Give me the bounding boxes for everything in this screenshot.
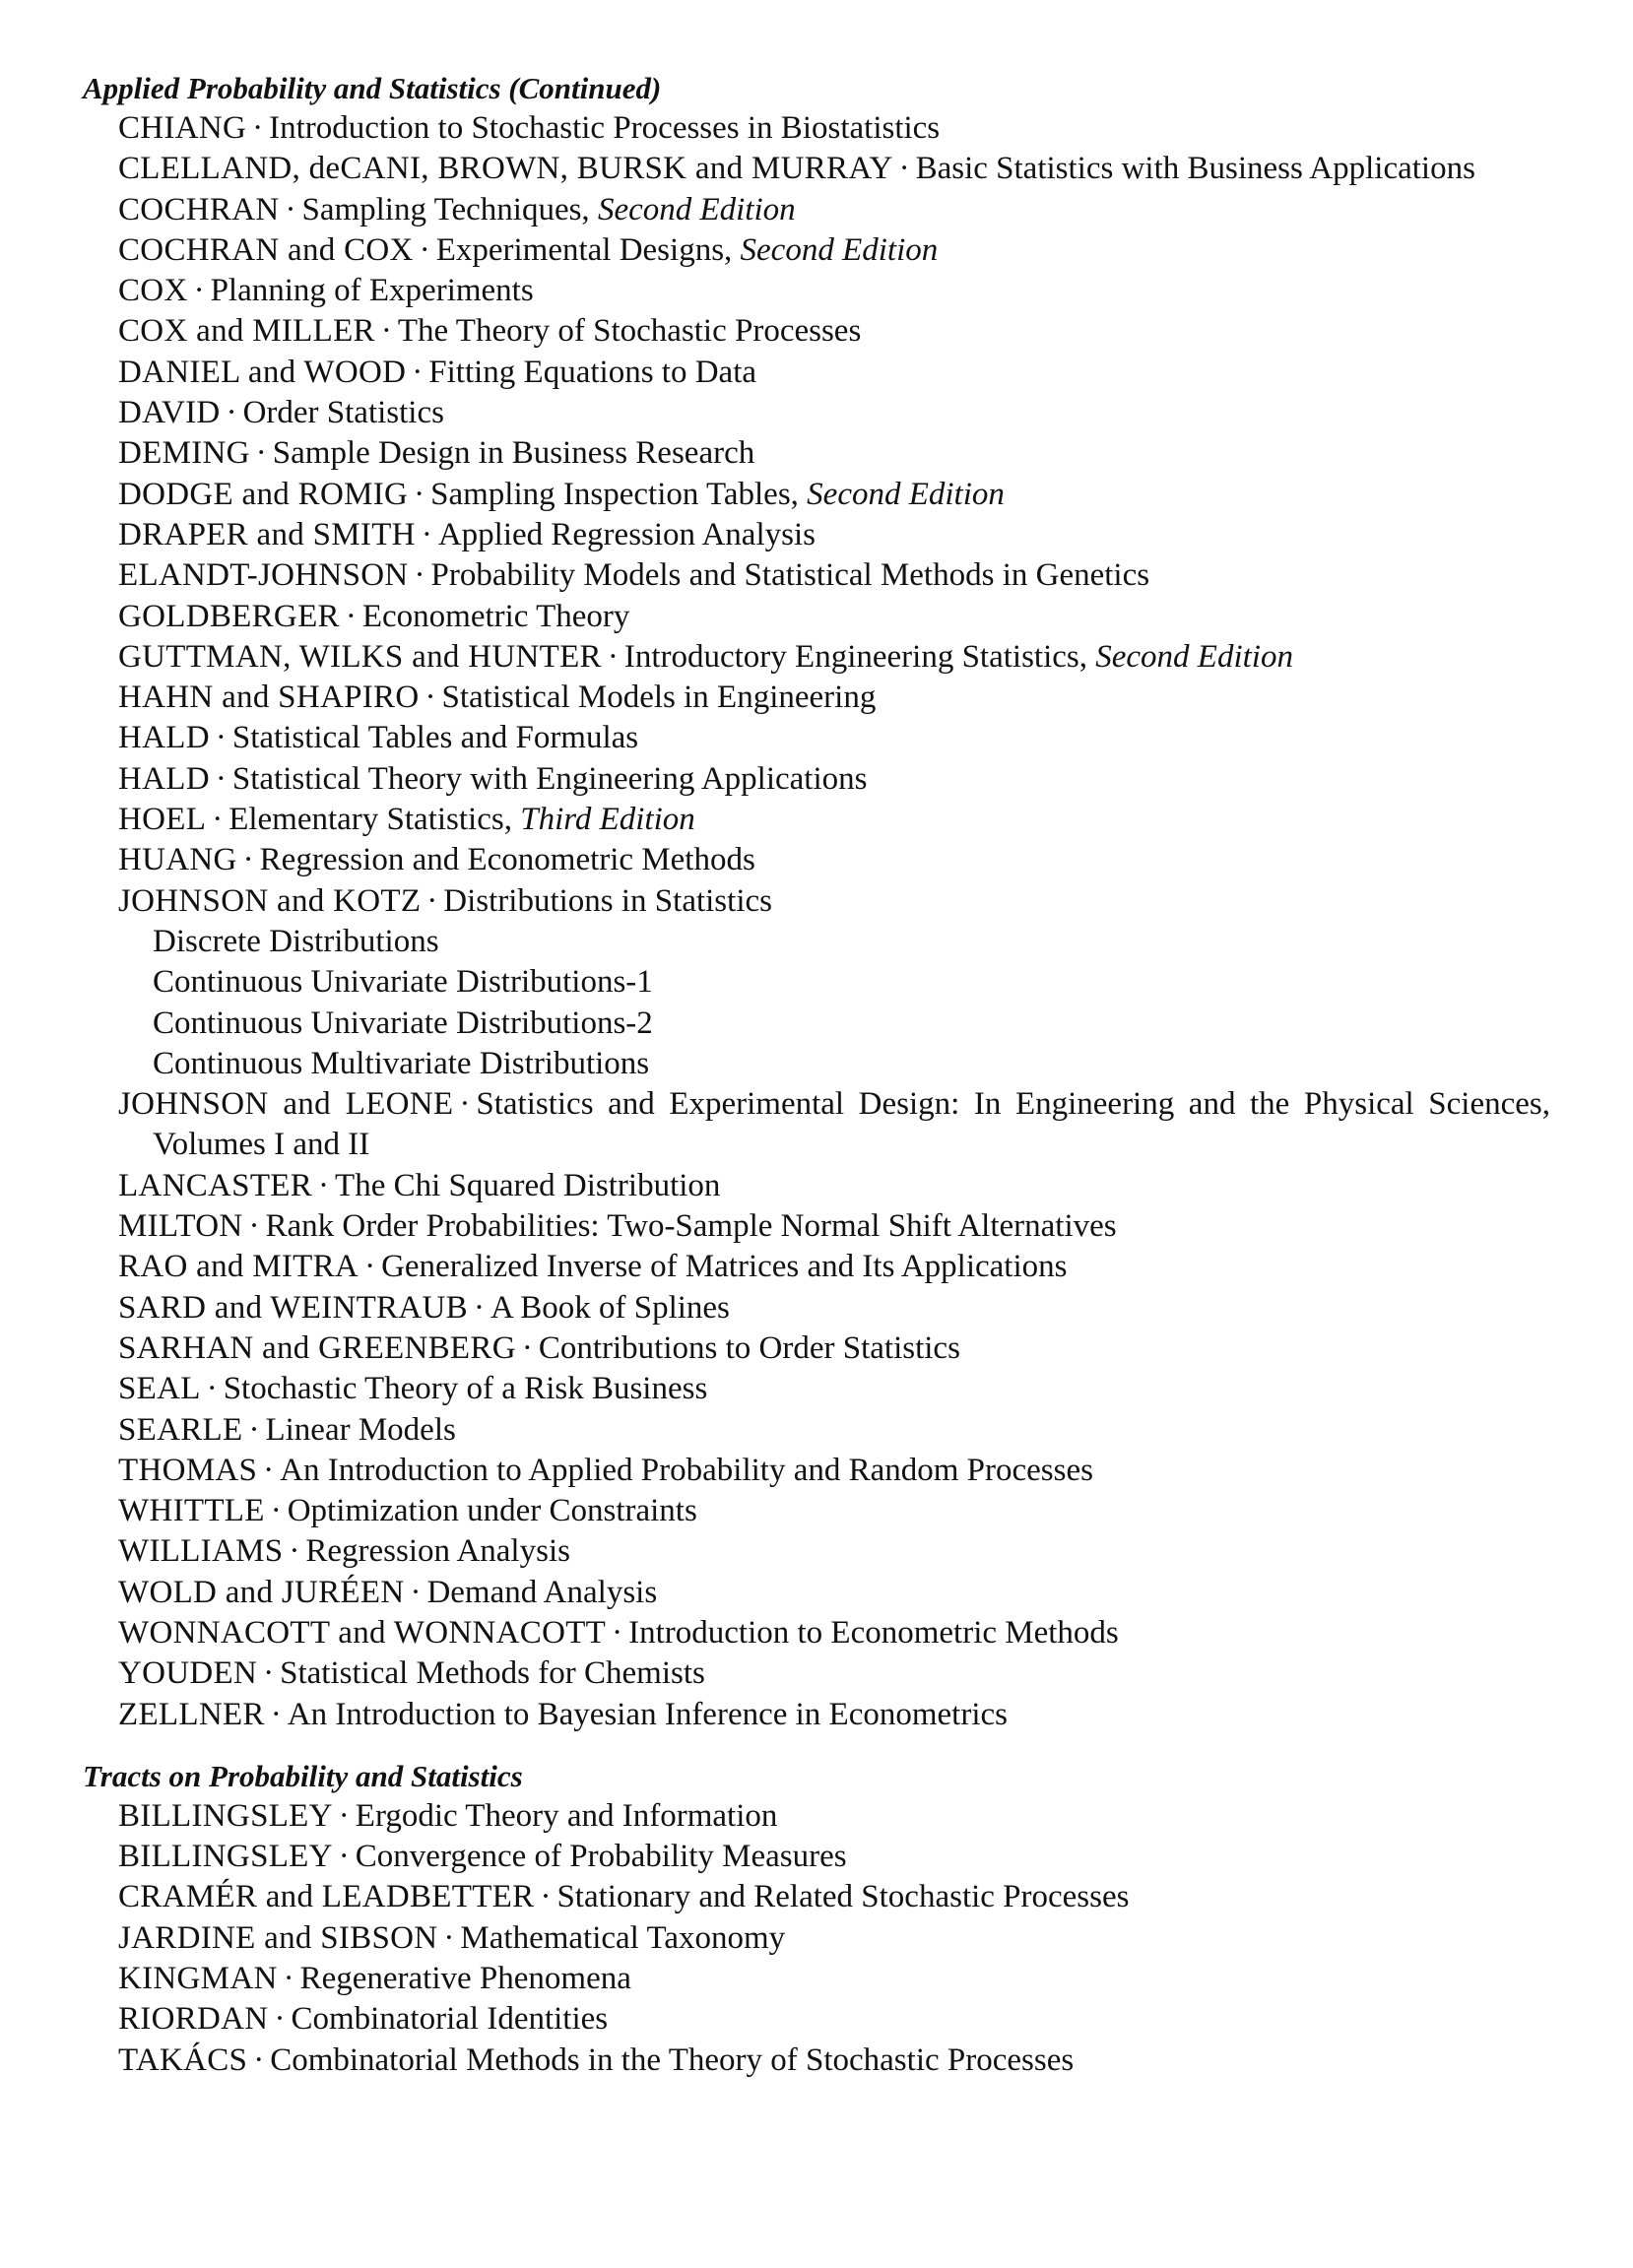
author-title-separator: · xyxy=(443,1919,455,1956)
book-entry xyxy=(83,311,1550,352)
book-author: COX and MILLER xyxy=(118,313,375,350)
book-title: Sampling Techniques, xyxy=(301,191,590,227)
author-title-separator: · xyxy=(421,516,432,552)
book-title: Order Statistics xyxy=(242,395,444,431)
author-title-separator: · xyxy=(459,1086,471,1123)
book-edition: Third Edition xyxy=(520,802,695,838)
book-entry xyxy=(83,271,1550,311)
book-author: ZELLNER xyxy=(118,1696,265,1732)
book-title: Statistical Theory with Engineering Applications xyxy=(231,760,868,797)
book-author: SARD and WEINTRAUB xyxy=(118,1289,468,1326)
book-entry xyxy=(83,1410,1550,1451)
book-entry xyxy=(83,1837,1550,1877)
book-entry xyxy=(83,1084,1550,1166)
book-edition: Second Edition xyxy=(597,191,796,227)
author-title-separator: · xyxy=(412,354,424,390)
book-entry xyxy=(83,230,1550,271)
volume-entry: Continuous Multivariate Distributions xyxy=(153,1045,650,1081)
book-title: Combinatorial Methods in the Theory of Stochastic Processes xyxy=(270,2041,1075,2078)
book-entry xyxy=(83,1999,1550,2040)
book-entry xyxy=(83,840,1550,880)
author-title-separator: · xyxy=(425,680,436,716)
author-title-separator: · xyxy=(206,1371,218,1407)
book-entry xyxy=(83,678,1550,718)
book-author: JARDINE and SIBSON xyxy=(118,1919,438,1956)
author-title-separator: · xyxy=(521,1329,533,1366)
book-author: HAHN and SHAPIRO xyxy=(118,680,420,716)
book-author: GUTTMAN, WILKS and HUNTER xyxy=(118,638,602,675)
book-entry xyxy=(83,393,1550,433)
book-entry xyxy=(83,149,1550,189)
book-title: Applied Regression Analysis xyxy=(437,516,816,552)
book-entry xyxy=(83,2041,1550,2081)
book-author: HALD xyxy=(118,720,210,756)
book-entry xyxy=(83,1653,1550,1694)
author-title-separator: · xyxy=(263,1452,275,1488)
book-author: WILLIAMS xyxy=(118,1533,284,1570)
book-entry xyxy=(83,1288,1550,1328)
book-author: JOHNSON and LEONE xyxy=(118,1086,454,1123)
book-entry xyxy=(83,1369,1550,1409)
book-entry xyxy=(83,1328,1550,1369)
book-title: Stationary and Related Stochastic Processes xyxy=(556,1879,1130,1915)
book-title: Optimization under Constraints xyxy=(287,1493,697,1529)
book-title: Statistical Methods for Chemists xyxy=(280,1655,705,1692)
volume-entry: Continuous Univariate Distributions-2 xyxy=(153,1004,653,1041)
book-author: HUANG xyxy=(118,842,237,878)
book-author: YOUDEN xyxy=(118,1655,258,1692)
book-author: CHIANG xyxy=(118,110,247,146)
book-entry xyxy=(83,881,1550,922)
book-entry xyxy=(83,108,1550,149)
author-title-separator: · xyxy=(540,1879,552,1915)
author-title-separator: · xyxy=(426,882,438,919)
book-author: KINGMAN xyxy=(118,1961,278,1997)
book-title: Regression and Econometric Methods xyxy=(259,842,755,878)
book-author: JOHNSON and KOTZ xyxy=(118,882,422,919)
book-edition: Second Edition xyxy=(740,231,939,268)
book-author: RAO and MITRA xyxy=(118,1249,359,1285)
book-title: Combinatorial Identities xyxy=(291,2001,609,2038)
book-entry xyxy=(83,1451,1550,1491)
author-title-separator: · xyxy=(414,476,425,512)
book-entry xyxy=(83,1613,1550,1653)
author-title-separator: · xyxy=(263,1655,275,1692)
author-title-separator: · xyxy=(380,313,392,350)
author-title-separator: · xyxy=(193,273,205,309)
book-entry xyxy=(83,1877,1550,1917)
book-title: Distributions in Statistics xyxy=(443,882,772,919)
author-title-separator: · xyxy=(270,1493,282,1529)
book-title: Sample Design in Business Research xyxy=(272,435,755,472)
volume-entry: Continuous Univariate Distributions-1 xyxy=(153,964,653,1001)
book-author: DODGE and ROMIG xyxy=(118,476,409,512)
author-title-separator: · xyxy=(410,1574,422,1610)
author-title-separator: · xyxy=(215,760,227,797)
book-title: Statistics and Experimental Design: In Engineering and the Physical Sciences, Volumes I and II xyxy=(153,1086,1550,1163)
book-title: Fitting Equations to Data xyxy=(428,354,757,390)
author-title-separator: · xyxy=(253,2041,265,2078)
book-title: Regression Analysis xyxy=(305,1533,570,1570)
author-title-separator: · xyxy=(242,842,254,878)
book-entry xyxy=(83,353,1550,393)
book-author: THOMAS xyxy=(118,1452,258,1488)
author-title-separator: · xyxy=(612,1614,623,1651)
book-author: COX xyxy=(118,273,188,309)
author-title-separator: · xyxy=(270,1696,282,1732)
book-author: SEARLE xyxy=(118,1411,243,1448)
author-title-separator: · xyxy=(212,802,224,838)
book-title: A Book of Splines xyxy=(490,1289,730,1326)
book-title: Experimental Designs, xyxy=(435,231,733,268)
book-entry xyxy=(83,718,1550,758)
volume-entry: Discrete Distributions xyxy=(153,923,439,959)
author-title-separator: · xyxy=(318,1167,330,1203)
book-entry xyxy=(83,1206,1550,1247)
book-title: An Introduction to Applied Probability and Random Processes xyxy=(280,1452,1093,1488)
book-title: Probability Models and Statistical Methods in Genetics xyxy=(430,557,1150,594)
book-title: Sampling Inspection Tables, xyxy=(430,476,799,512)
book-entry xyxy=(83,1918,1550,1959)
book-entry xyxy=(83,1166,1550,1206)
book-author: DEMING xyxy=(118,435,250,472)
book-entry xyxy=(83,433,1550,474)
author-title-separator: · xyxy=(248,1208,260,1245)
book-entry xyxy=(83,1959,1550,1999)
author-title-separator: · xyxy=(226,395,237,431)
book-author: LANCASTER xyxy=(118,1167,313,1203)
book-title: Contributions to Order Statistics xyxy=(538,1329,960,1366)
book-entry xyxy=(83,759,1550,800)
author-title-separator: · xyxy=(419,231,430,268)
book-entry xyxy=(83,515,1550,555)
book-author: MILTON xyxy=(118,1208,243,1245)
book-author: COCHRAN xyxy=(118,191,280,227)
book-entry xyxy=(83,190,1550,230)
section-heading-applied: Applied Probability and Statistics (Continued) xyxy=(83,71,662,105)
book-entry xyxy=(83,1695,1550,1735)
book-title: Elementary Statistics, xyxy=(229,802,512,838)
book-title: Regenerative Phenomena xyxy=(299,1961,631,1997)
book-title: Demand Analysis xyxy=(426,1574,658,1610)
book-author: CRAMÉR and LEADBETTER xyxy=(118,1879,535,1915)
book-author: SEAL xyxy=(118,1371,201,1407)
book-entry xyxy=(83,1573,1550,1613)
book-title: The Chi Squared Distribution xyxy=(335,1167,721,1203)
book-edition: Second Edition xyxy=(1095,638,1293,675)
book-title: Stochastic Theory of a Risk Business xyxy=(223,1371,708,1407)
applied-entry-list-continued xyxy=(83,1084,1550,1735)
book-author: HOEL xyxy=(118,802,207,838)
book-title: Introduction to Stochastic Processes in Biostatistics xyxy=(269,110,941,146)
book-author: WHITTLE xyxy=(118,1493,265,1529)
book-entry xyxy=(83,800,1550,840)
author-title-separator: · xyxy=(285,191,296,227)
johnson-kotz-volume-list xyxy=(83,922,1550,1084)
book-author: DRAPER and SMITH xyxy=(118,516,416,552)
book-title: Introductory Engineering Statistics, xyxy=(623,638,1087,675)
book-author: SARHAN and GREENBERG xyxy=(118,1329,516,1366)
author-title-separator: · xyxy=(255,435,267,472)
book-entry xyxy=(83,597,1550,637)
author-title-separator: · xyxy=(364,1249,376,1285)
book-author: TAKÁCS xyxy=(118,2041,248,2078)
book-author: RIORDAN xyxy=(118,2001,269,2038)
book-edition: Second Edition xyxy=(807,476,1005,512)
book-title: Generalized Inverse of Matrices and Its Applications xyxy=(381,1249,1068,1285)
book-author: ELANDT-JOHNSON xyxy=(118,557,409,594)
book-author: BILLINGSLEY xyxy=(118,1797,333,1834)
book-title: An Introduction to Bayesian Inference in Econometrics xyxy=(287,1696,1008,1732)
author-title-separator: · xyxy=(215,720,227,756)
book-entry xyxy=(83,1491,1550,1531)
author-title-separator: · xyxy=(414,557,425,594)
author-title-separator: · xyxy=(898,151,910,187)
book-title: Rank Order Probabilities: Two-Sample Normal Shift Alternatives xyxy=(265,1208,1117,1245)
book-title: Ergodic Theory and Information xyxy=(355,1797,778,1834)
book-title: Convergence of Probability Measures xyxy=(355,1839,847,1875)
book-author: DAVID xyxy=(118,395,221,431)
author-title-separator: · xyxy=(345,598,357,634)
book-author: BILLINGSLEY xyxy=(118,1839,333,1875)
book-entry xyxy=(83,475,1550,515)
book-author: WONNACOTT and WONNACOTT xyxy=(118,1614,607,1651)
author-title-separator: · xyxy=(248,1411,260,1448)
book-list-page xyxy=(83,69,1550,2081)
section-heading-tracts: Tracts on Probability and Statistics xyxy=(83,1758,523,1793)
book-title: The Theory of Stochastic Processes xyxy=(397,313,862,350)
author-title-separator: · xyxy=(289,1533,300,1570)
book-title: Basic Statistics with Business Applications xyxy=(915,151,1475,187)
book-entry xyxy=(83,1531,1550,1572)
book-author: HALD xyxy=(118,760,210,797)
book-title: Statistical Models in Engineering xyxy=(441,680,877,716)
book-title: Planning of Experiments xyxy=(210,273,534,309)
book-author: CLELLAND, deCANI, BROWN, BURSK and MURRAY xyxy=(118,151,893,187)
book-author: WOLD and JURÉEN xyxy=(118,1574,405,1610)
book-title: Statistical Tables and Formulas xyxy=(231,720,639,756)
author-title-separator: · xyxy=(274,2001,286,2038)
book-author: GOLDBERGER xyxy=(118,598,340,634)
book-title: Linear Models xyxy=(265,1411,456,1448)
book-title: Econometric Theory xyxy=(361,598,630,634)
book-entry xyxy=(83,1796,1550,1837)
book-author: COCHRAN and COX xyxy=(118,231,414,268)
book-author: DANIEL and WOOD xyxy=(118,354,407,390)
book-entry xyxy=(83,555,1550,596)
book-entry xyxy=(83,1247,1550,1287)
author-title-separator: · xyxy=(338,1797,350,1834)
author-title-separator: · xyxy=(283,1961,294,1997)
author-title-separator: · xyxy=(473,1289,485,1326)
author-title-separator: · xyxy=(607,638,619,675)
book-title: Mathematical Taxonomy xyxy=(460,1919,786,1956)
book-entry xyxy=(83,637,1550,678)
applied-entry-list xyxy=(83,108,1550,922)
book-title: Introduction to Econometric Methods xyxy=(628,1614,1119,1651)
author-title-separator: · xyxy=(338,1839,350,1875)
author-title-separator: · xyxy=(252,110,264,146)
tracts-entry-list xyxy=(83,1796,1550,2081)
